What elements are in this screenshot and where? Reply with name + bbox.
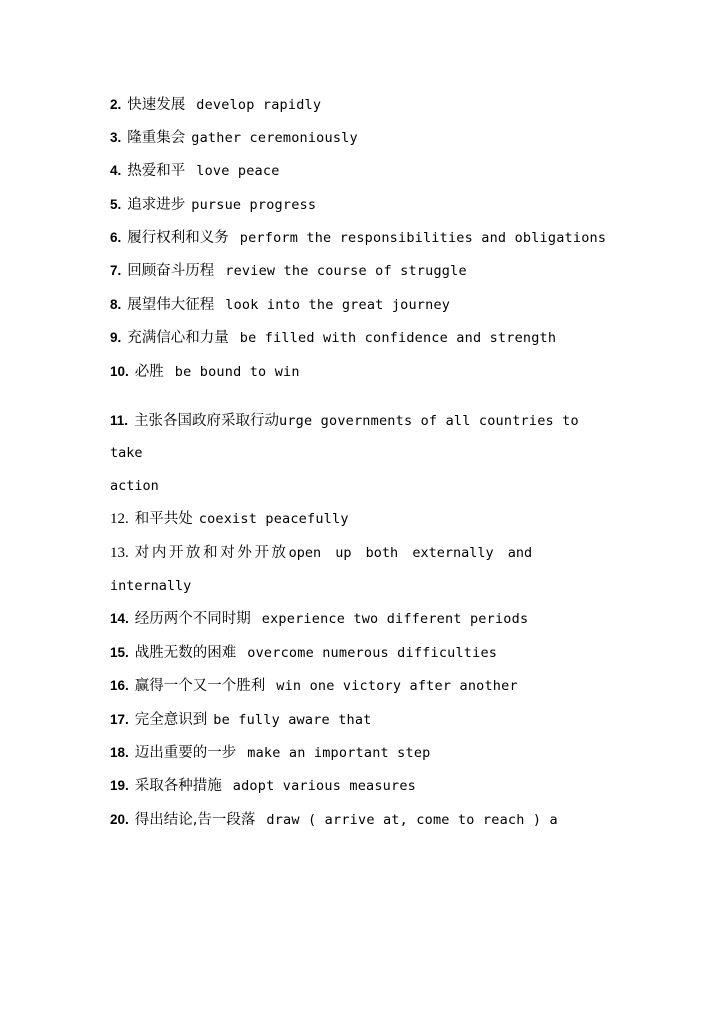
- item-chinese: 对内开放和对外开放: [134, 545, 289, 562]
- item-chinese: 回顾奋斗历程: [127, 263, 215, 280]
- document-body: [110, 88, 646, 837]
- list-item: [110, 288, 646, 321]
- item-english: adopt various measures: [232, 778, 416, 795]
- item-english: love peace: [196, 163, 280, 180]
- item-chinese: 快速发展: [127, 96, 186, 113]
- item-english: overcome numerous difficulties: [247, 644, 498, 661]
- item-number: 14.: [110, 611, 129, 627]
- item-chinese: 充满信心和力量: [127, 330, 229, 347]
- item-chinese: 追求进步: [127, 196, 186, 213]
- list-item: [110, 222, 646, 255]
- list-item: [110, 636, 646, 669]
- item-number: 2.: [110, 96, 122, 112]
- item-number: 13.: [110, 545, 129, 562]
- item-chinese: 热爱和平: [127, 163, 186, 180]
- item-number: 5.: [110, 196, 122, 212]
- item-english: experience two different periods: [261, 611, 529, 628]
- item-english: be filled with confidence and strength: [239, 330, 557, 347]
- item-chinese: 赢得一个又一个胜利: [134, 678, 266, 695]
- item-english: develop rapidly: [196, 96, 322, 113]
- list-item: [110, 670, 646, 703]
- item-number: 20.: [110, 811, 129, 827]
- item-chinese: 主张各国政府采取行动: [134, 413, 280, 430]
- item-number: 16.: [110, 678, 129, 694]
- item-continuation: action: [110, 477, 159, 494]
- item-number: 10.: [110, 363, 129, 379]
- item-english: gather ceremoniously: [191, 129, 358, 146]
- item-english: be bound to win: [174, 363, 300, 380]
- list-item: [110, 88, 646, 121]
- item-number: 6.: [110, 230, 122, 246]
- item-english: perform the responsibilities and obligations: [239, 230, 607, 247]
- item-continuation: take: [110, 445, 143, 462]
- item-chinese: 经历两个不同时期: [134, 611, 251, 628]
- list-item: [110, 603, 646, 636]
- item-number: 11.: [110, 413, 129, 429]
- item-chinese: 战胜无数的困难: [134, 644, 237, 661]
- list-item: [110, 155, 646, 188]
- item-english: review the course of struggle: [225, 263, 467, 280]
- list-item: [110, 255, 646, 288]
- item-number: 17.: [110, 711, 129, 727]
- item-english: urge governments of all countries to: [279, 413, 579, 430]
- item-english: win one victory after another: [276, 678, 518, 695]
- item-english: coexist peacefully: [198, 511, 349, 528]
- list-item: [110, 322, 646, 355]
- item-number: 15.: [110, 644, 129, 660]
- paragraph-spacer: [110, 389, 646, 405]
- list-item: [110, 405, 646, 503]
- list-item: [110, 188, 646, 221]
- item-chinese: 履行权利和义务: [127, 230, 229, 247]
- item-english: open up both externally and: [288, 545, 533, 562]
- list-item: [110, 537, 646, 603]
- list-item: [110, 803, 646, 836]
- item-chinese: 隆重集会: [127, 129, 186, 146]
- item-chinese-extra: ,告一段落: [192, 811, 256, 828]
- item-number: 12.: [110, 511, 129, 528]
- item-chinese: 得出结论: [134, 811, 193, 828]
- item-continuation: internally: [110, 577, 192, 594]
- item-english: make an important step: [247, 744, 431, 761]
- item-number: 7.: [110, 263, 122, 279]
- item-english: draw ( arrive at, come to reach ) a: [266, 811, 558, 828]
- item-chinese: 展望伟大征程: [127, 296, 215, 313]
- item-number: 19.: [110, 778, 129, 794]
- list-item: [110, 770, 646, 803]
- list-item: [110, 503, 646, 537]
- list-item: [110, 355, 646, 388]
- item-number: 3.: [110, 129, 122, 145]
- item-chinese: 迈出重要的一步: [134, 744, 237, 761]
- item-number: 4.: [110, 163, 122, 179]
- list-item: [110, 121, 646, 154]
- item-chinese: 和平共处: [134, 511, 193, 528]
- item-chinese: 采取各种措施: [134, 778, 222, 795]
- item-chinese: 必胜: [134, 363, 164, 380]
- list-item: [110, 736, 646, 769]
- item-chinese: 完全意识到: [134, 711, 208, 728]
- item-number: 8.: [110, 296, 122, 312]
- list-item: [110, 703, 646, 736]
- item-english: be fully aware that: [213, 711, 372, 728]
- item-english: look into the great journey: [225, 296, 451, 313]
- item-number: 9.: [110, 330, 122, 346]
- item-number: 18.: [110, 744, 129, 760]
- item-english: pursue progress: [191, 196, 317, 213]
